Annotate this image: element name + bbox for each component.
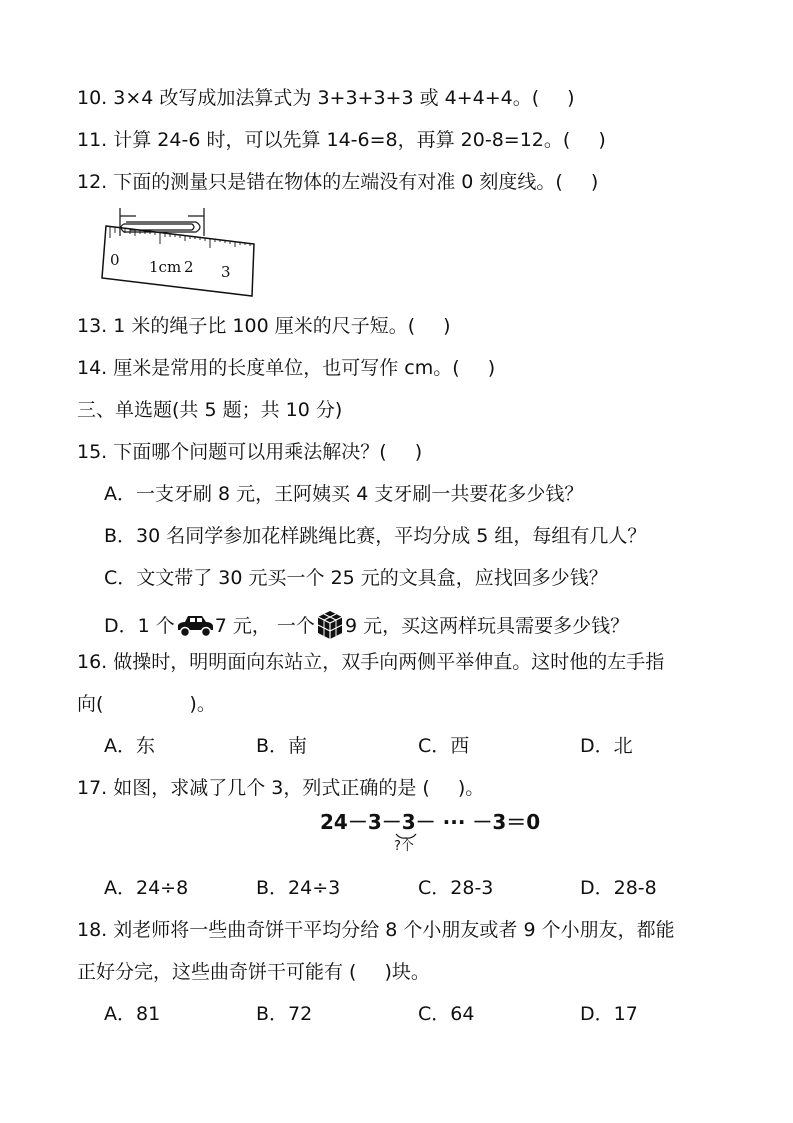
question-text: 下面的测量只是错在物体的左端没有对准 0 刻度线。( xyxy=(113,171,563,193)
paren-close: ) xyxy=(598,129,606,151)
paren-open: 向( xyxy=(77,693,104,715)
ruler-label-2: 2 xyxy=(184,258,194,276)
question-number: 14. xyxy=(77,357,108,379)
question-number: 15. xyxy=(77,441,108,463)
paren-close: ) xyxy=(567,87,575,109)
option-c[interactable]: C．28-3 xyxy=(418,877,494,899)
question-text: 下面哪个问题可以用乘法解决？( xyxy=(113,441,387,463)
subtraction-formula: 24－3－3－ ··· －3＝0 xyxy=(320,810,541,834)
question-text: 做操时，明明面向东站立，双手向两侧平举伸直。这时他的左手指 xyxy=(113,651,665,673)
paren-close: )。 xyxy=(189,693,216,715)
question-18-line-2 xyxy=(77,960,430,984)
ruler-label-1cm: 1cm xyxy=(149,258,182,276)
option-d-text-1: D．1 个 xyxy=(104,615,175,637)
question-number: 13. xyxy=(77,315,108,337)
option-d-text-2: 7 元， 一个 xyxy=(214,615,315,637)
option-a[interactable]: A．24÷8 xyxy=(104,877,189,899)
question-number: 12. xyxy=(77,171,108,193)
option-c[interactable]: C．西 xyxy=(418,735,470,757)
question-10 xyxy=(77,86,575,110)
paren-close: ) xyxy=(487,357,496,379)
question-15 xyxy=(77,440,422,464)
question-11 xyxy=(77,128,606,152)
question-14 xyxy=(77,356,495,380)
section-title: 三、单选题(共 5 题；共 10 分) xyxy=(77,399,343,421)
option-a[interactable]: A．81 xyxy=(104,1003,161,1025)
question-number: 16. xyxy=(77,651,108,673)
toy-cube-icon xyxy=(315,608,345,640)
question-17 xyxy=(77,776,484,800)
option-d[interactable]: D．北 xyxy=(580,735,633,757)
question-16 xyxy=(77,650,664,674)
ruler-label-3: 3 xyxy=(221,263,231,281)
paren-close: )。 xyxy=(457,777,485,799)
option-a[interactable]: A．一支牙刷 8 元，王阿姨买 4 支牙刷一共要花多少钱？ xyxy=(104,483,584,505)
question-number: 18. xyxy=(77,919,108,941)
option-d[interactable] xyxy=(104,608,629,640)
paren-close: ) xyxy=(414,441,423,463)
ruler-label-0: 0 xyxy=(110,251,120,269)
question-number: 11. xyxy=(77,129,108,151)
question-text: 3×4 改写成加法算式为 3+3+3+3 或 4+4+4。( xyxy=(113,87,540,109)
option-b[interactable]: B．72 xyxy=(256,1003,313,1025)
ruler-paperclip-illustration xyxy=(96,206,260,298)
option-c[interactable]: C．64 xyxy=(418,1003,475,1025)
option-b[interactable]: B．24÷3 xyxy=(256,877,341,899)
option-b[interactable]: B．30 名同学参加花样跳绳比赛，平均分成 5 组，每组有几人？ xyxy=(104,525,647,547)
count-question-label: ?个 xyxy=(394,839,414,854)
question-number: 10. xyxy=(77,87,108,109)
question-text: 1 米的绳子比 100 厘米的尺子短。( xyxy=(113,315,416,337)
option-d-text-3: 9 元，买这两样玩具需要多少钱？ xyxy=(344,615,630,637)
toy-car-icon xyxy=(175,612,215,638)
option-d[interactable]: D．17 xyxy=(580,1003,638,1025)
option-c[interactable]: C．文文带了 30 元买一个 25 元的文具盒，应找回多少钱？ xyxy=(104,567,608,589)
question-12 xyxy=(77,170,598,194)
paren-close: )块。 xyxy=(384,961,430,983)
question-text: 刘老师将一些曲奇饼干平均分给 8 个小朋友或者 9 个小朋友，都能 xyxy=(113,919,675,941)
question-16-line-2 xyxy=(77,692,216,716)
paperclip-icon xyxy=(120,208,204,236)
paren-close: ) xyxy=(590,171,599,193)
option-a[interactable]: A．东 xyxy=(104,735,155,757)
option-b[interactable]: B．南 xyxy=(256,735,308,757)
question-number: 17. xyxy=(77,777,108,799)
option-d[interactable]: D．28-8 xyxy=(580,877,657,899)
question-text-continued: 正好分完，这些曲奇饼干可能有 ( xyxy=(77,961,357,983)
question-13 xyxy=(77,314,451,338)
paren-close: ) xyxy=(443,315,451,337)
question-text: 计算 24-6 时，可以先算 14-6=8，再算 20-8=12。( xyxy=(113,129,571,151)
question-text: 厘米是常用的长度单位，也可写作 cm。( xyxy=(113,357,460,379)
question-text: 如图，求减了几个 3，列式正确的是 ( xyxy=(113,777,430,799)
question-18 xyxy=(77,918,675,942)
